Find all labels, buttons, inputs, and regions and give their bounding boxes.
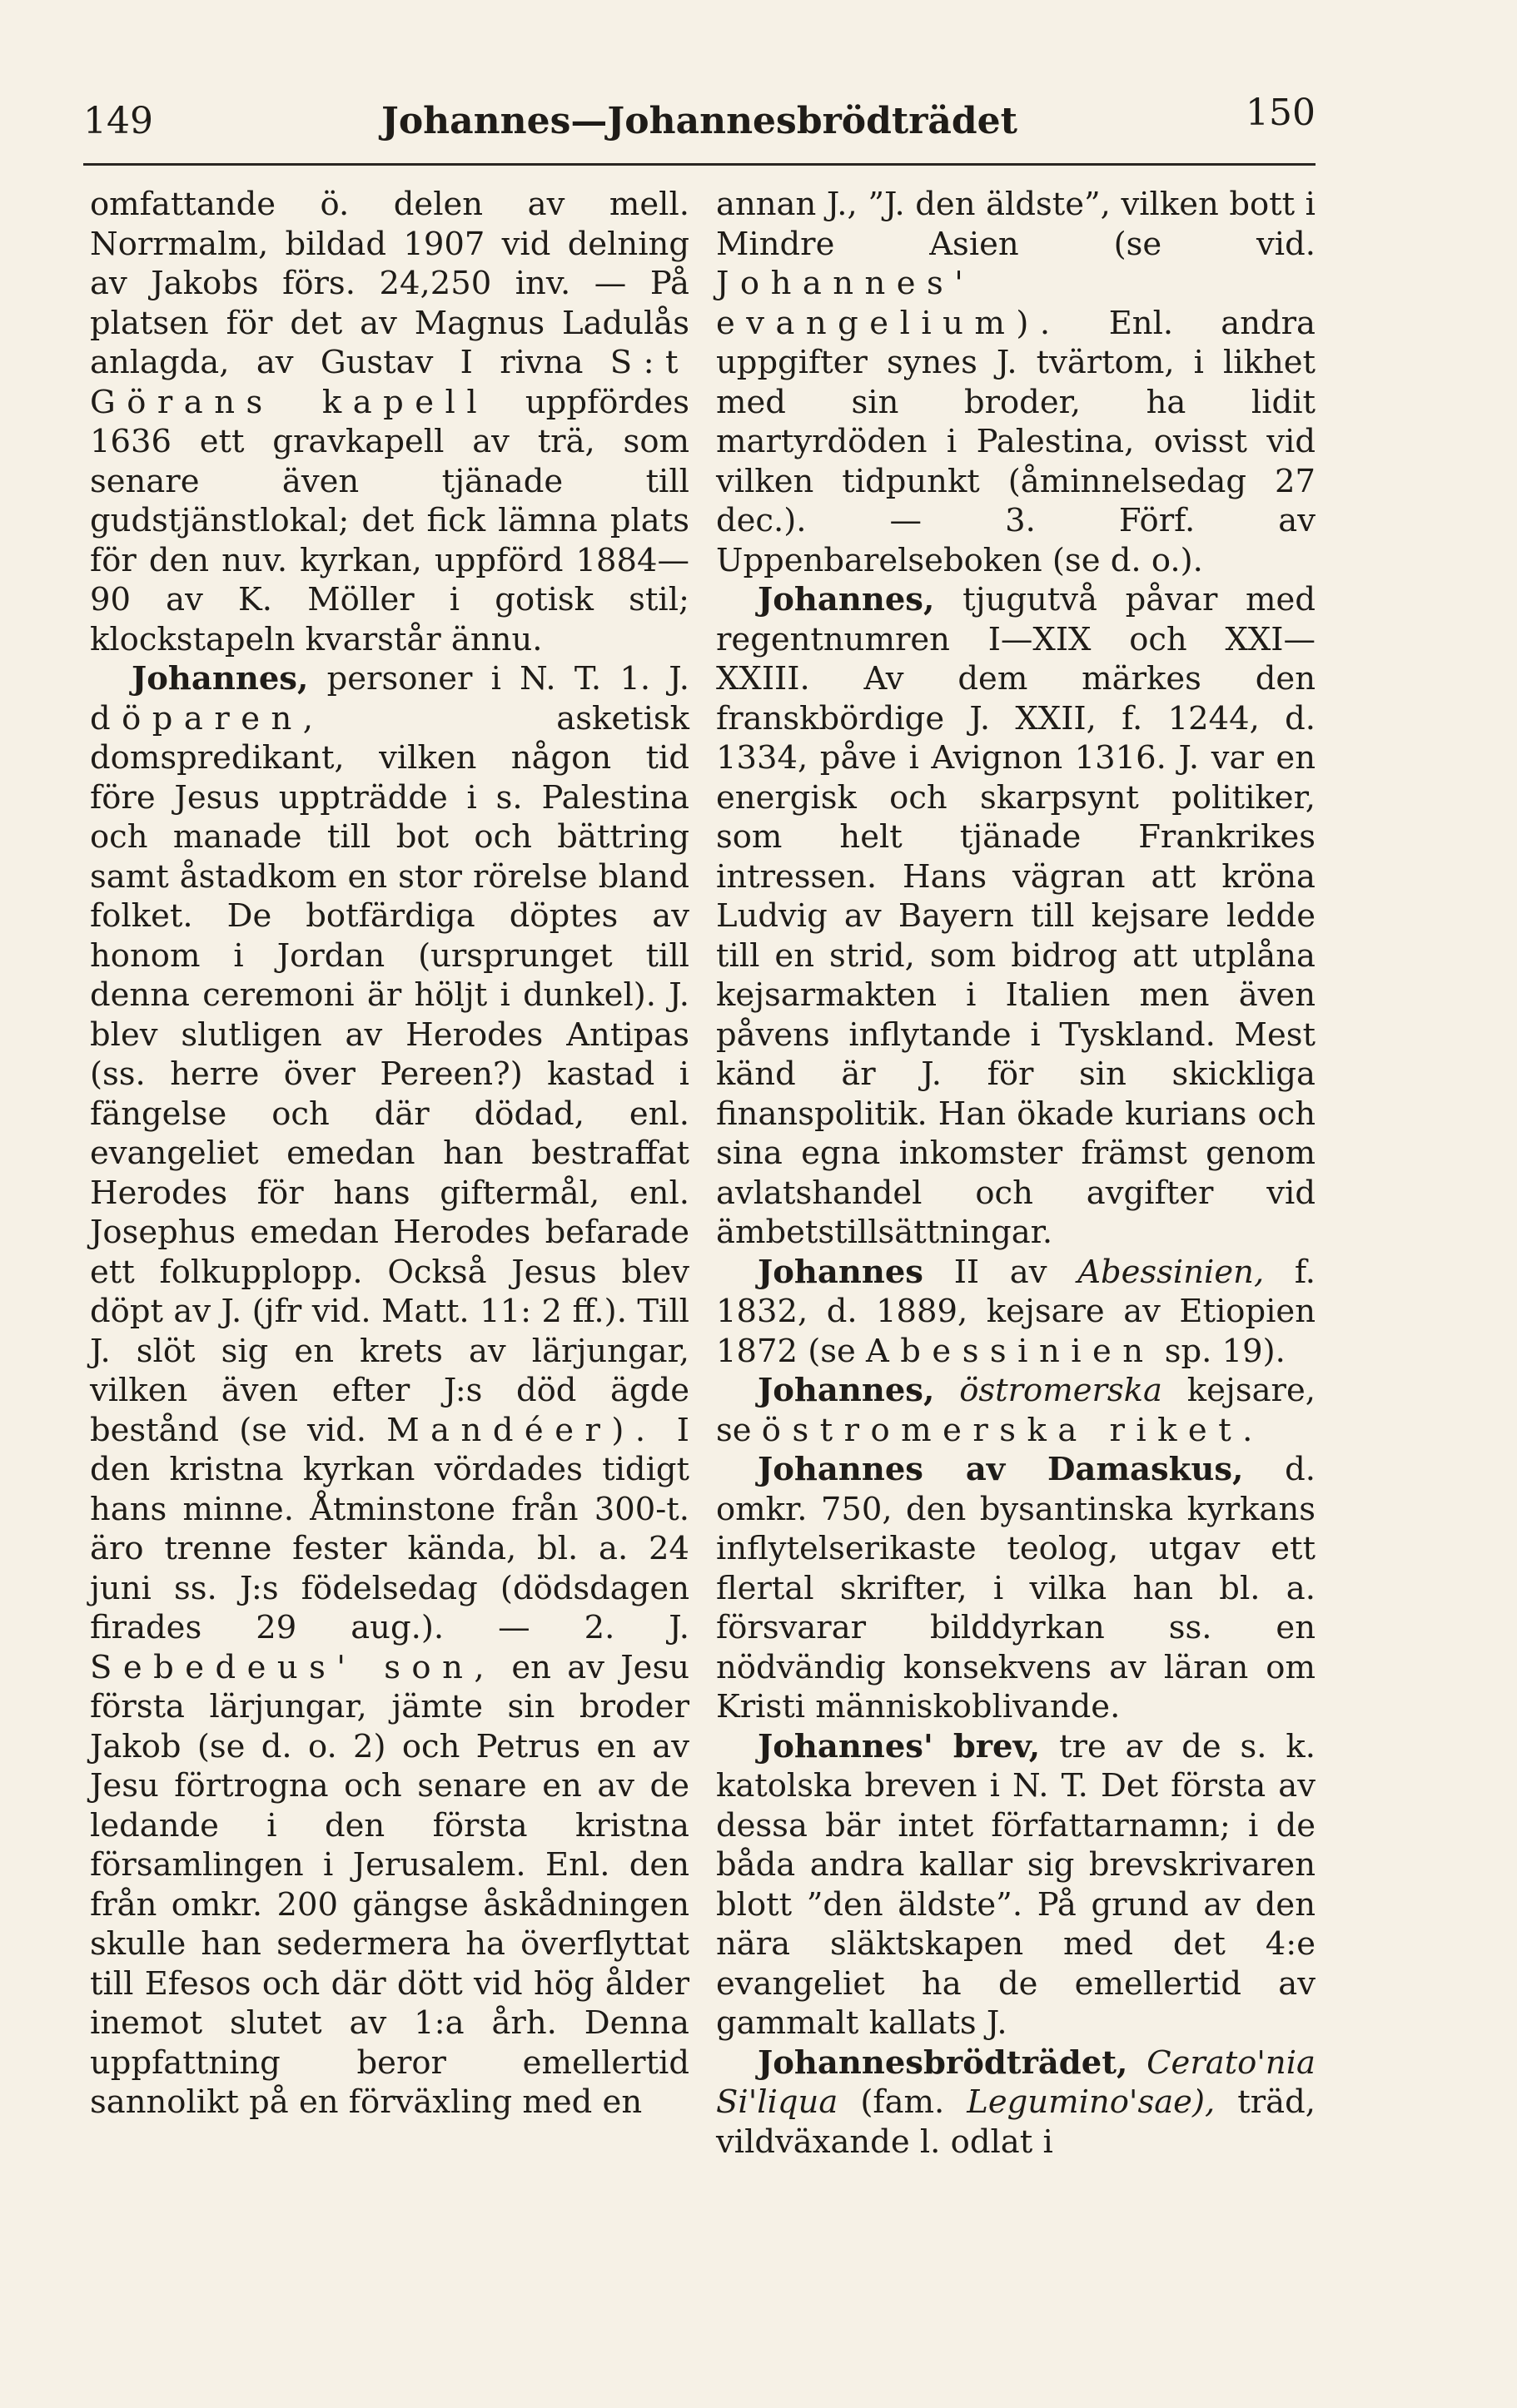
headword: Johannes' brev, [758, 1727, 1041, 1765]
entry-continuation: omfattande ö. delen av mell. Norrmalm, bildad 1907 vid delning av Jakobs förs. 24,250 inv. — På platsen för det av Magnus Ladulås anlagda, av Gustav I rivna S:t Görans kapell uppfördes 1636 ett gravkapell av trä, som senare även tjänade till gudstjänstlokal; det fick lämna plats för den nuv. kyrkan, uppförd 1884—90 av K. Möller i gotisk stil; klockstapeln kvarstår ännu. [90, 186, 689, 658]
entry-johannes-brev: Johannes' brev, tre av de s. k. katolska breven i N. T. Det första av dessa bär intet författarnamn; i de båda andra kallar sig brevskrivaren blott ”den äldste”. På grund av den nära släktskapen med det 4:e evangeliet ha de emellertid av gammalt kallats J. [716, 1727, 1316, 2042]
entry-johannes-pavar: Johannes, tjugutvå påvar med regentnumren I—XIX och XXI—XXIII. Av dem märkes den franskbördige J. XXII, f. 1244, d. 1334, påve i Avignon 1316. J. var en energisk och skarpsynt politiker, som helt tjänade Frankrikes intressen. Hans vägran att kröna Ludvig av Bayern till kejsare ledde till en strid, som bidrog att utplåna kejsarmakten i Italien men även påvens inflytande i Tyskland. Mest känd är J. för sin skickliga finanspolitik. Han ökade kurians och sina egna inkomster främst genom avlatshandel och avgifter vid ämbetstillsättningar. [716, 581, 1316, 1251]
entry-johannesbrodtradet: Johannesbrödträdet, Cerato'nia Si'liqua (fam. Legumino'sae), träd, vildväxande l. odlat i [716, 2043, 1316, 2161]
headword: Johannes [758, 1253, 923, 1291]
entry-johannes-av-damaskus: Johannes av Damaskus, d. omkr. 750, den bysantinska kyrkans inflytelserikaste teolog, utgav ett flertal skrifter, i vilka han bl. a. försvarar bilddyrkan ss. en nödvändig konsekvens av läran om Kristi människoblivande. [716, 1451, 1316, 1725]
page-header [83, 92, 1316, 158]
header-rule [83, 163, 1316, 166]
entry-johannes-personer: Johannes, personer i N. T. 1. J. döparen, asketisk domspredikant, vilken någon tid före Jesus uppträdde i s. Palestina och manade till bot och bättring samt åstadkom en stor rörelse bland folket. De botfärdiga döptes av honom i Jordan (ursprunget till denna ceremoni är höljt i dunkel). J. blev slutligen av Herodes Antipas (ss. herre över Pereen?) kastad i fängelse och där dödad, enl. evangeliet emedan han bestraffat Herodes för hans giftermål, enl. Josephus emedan Herodes befarade ett folkupplopp. Också Jesus blev döpt av J. (jfr vid. Matt. 11: 2 ff.). Till J. slöt sig en krets av lärjungar, vilken även efter J:s död ägde bestånd (se vid. Mandéer). I den kristna kyrkan vördades tidigt hans minne. Åtminstone från 300-t. äro trenne fester kända, bl. a. 24 juni ss. J:s födelsedag (dödsdagen firades 29 aug.). — 2. J. Sebedeus' son, en av Jesu första lärjungar, jämte sin broder Jakob (se d. o. 2) och Petrus en av Jesu förtrogna och senare en av de ledande i den första kristna församlingen i Jerusalem. Enl. den från omkr. 200 gängse åskådningen skulle han sedermera ha överflyttat till Efesos och där dött vid hög ålder inemot slutet av 1:a årh. Denna uppfattning beror emellertid sannolikt på en förväxling med en [90, 660, 690, 2121]
headword: Johannes av Damaskus, [758, 1451, 1244, 1488]
headword: Johannes, [758, 1372, 935, 1409]
entry-johannes-abessinien: Johannes II av Abessinien, f. 1832, d. 1889, kejsare av Etiopien 1872 (se Abessinien sp. 19). [716, 1253, 1316, 1370]
running-title: Johannes—Johannesbrödträdet [381, 100, 1017, 142]
headword: Johannesbrödträdet, [758, 2043, 1128, 2082]
page-number-right: 150 [1246, 92, 1316, 134]
column-150 [716, 185, 1316, 2162]
entry-continuation: annan J., ”J. den äldste”, vilken bott i Mindre Asien (se vid. Johannes' evangelium). Enl. andra uppgifter synes J. tvärtom, i likhet med sin broder, ha lidit martyrdöden i Palestina, ovisst vid vilken tidpunkt (åminnelsedag 27 dec.). — 3. Förf. av Uppenbarelseboken (se d. o.). [716, 186, 1316, 579]
column-149 [90, 185, 689, 2123]
page-number-left: 149 [83, 100, 153, 142]
headword: Johannes, [758, 581, 935, 618]
entry-johannes-ostromerska: Johannes, östromerska kejsare, se östromerska riket. [716, 1372, 1316, 1449]
headword: Johannes, [132, 660, 309, 698]
